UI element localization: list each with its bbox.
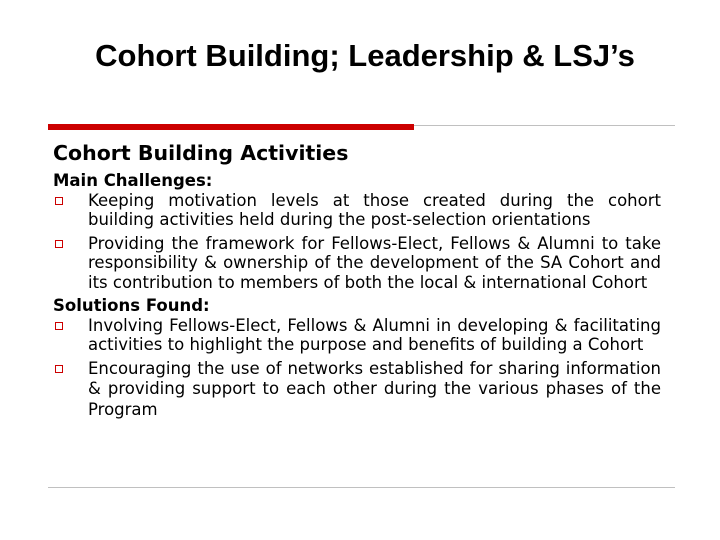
- section-heading: Cohort Building Activities: [53, 141, 349, 165]
- slide-title: Cohort Building; Leadership & LSJ’s: [95, 38, 635, 73]
- bullet-text: Keeping motivation levels at those created during the cohort building activities held during the post-selection orientations: [88, 191, 661, 230]
- footer-divider: [48, 487, 675, 488]
- bullet-text: Involving Fellows-Elect, Fellows & Alumni in developing & facilitating activities to highlight the purpose and benefits of building a Cohort: [88, 316, 661, 355]
- bullet-text: Encouraging the use of networks established for sharing information & providing support to each other during the various phases of the Program: [88, 358, 661, 419]
- square-bullet-icon: [55, 240, 63, 248]
- challenges-list: [53, 191, 661, 292]
- solutions-label: Solutions Found:: [53, 296, 210, 316]
- list-item: [53, 316, 661, 355]
- square-bullet-icon: [55, 365, 63, 373]
- list-item: [53, 359, 661, 421]
- square-bullet-icon: [55, 197, 63, 205]
- title-divider-accent: [48, 124, 414, 130]
- challenges-label: Main Challenges:: [53, 171, 213, 190]
- list-item: [53, 234, 661, 292]
- solutions-list: [53, 316, 661, 420]
- square-bullet-icon: [55, 322, 63, 330]
- slide-content: [53, 139, 661, 424]
- bullet-text: Providing the framework for Fellows-Elect, Fellows & Alumni to take responsibility & ownership of the development of the SA Cohort and its contribution to members of both the local & international Cohort: [88, 233, 661, 292]
- list-item: [53, 191, 661, 230]
